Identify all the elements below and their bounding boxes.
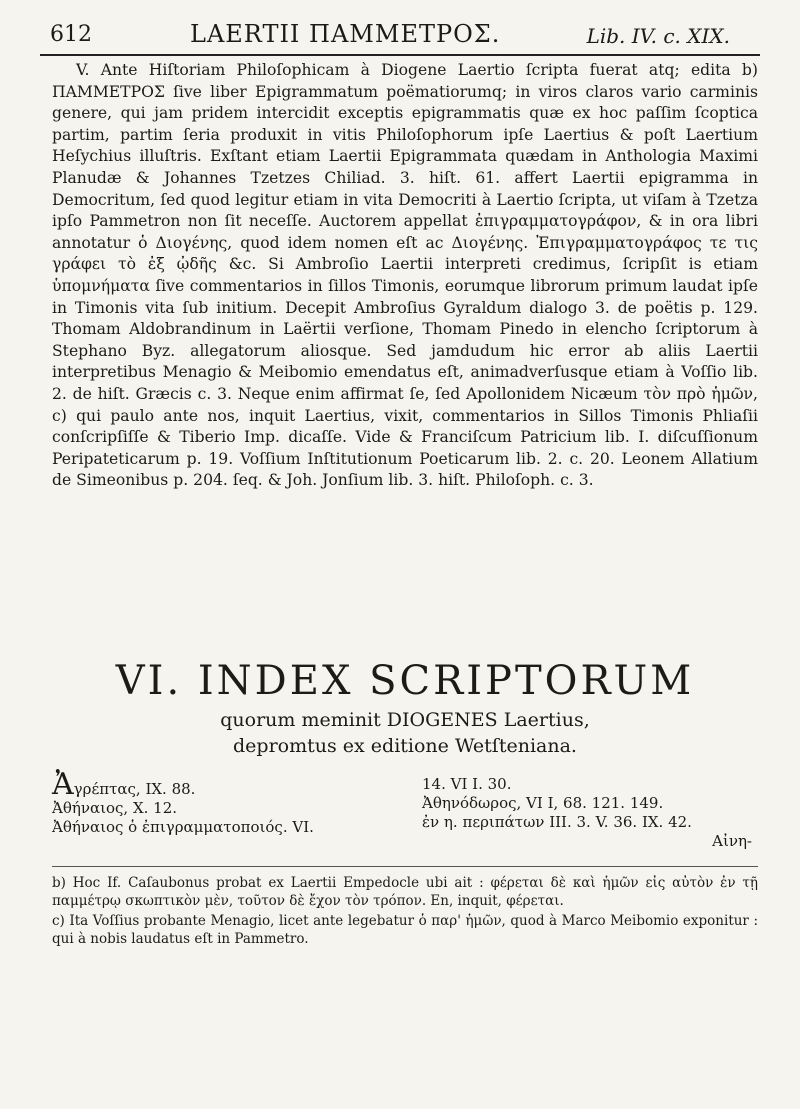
index-entry: Ἀγρέπτας, IX. 88. — [52, 767, 196, 802]
running-header — [40, 18, 760, 52]
footnote: b) Hoc If. Caſaubonus probat ex Laertii Empedocle ubi ait : φέρεται δὲ καὶ ἡμῶν εἰς αὐτὸν ἐν τῇ παμμέτρῳ σκωπτικὸν μὲν, τοῦτον δὲ ἔχον τὸν τρόπον. En, inquit, φέρεται. — [52, 875, 758, 909]
index-column-right — [422, 775, 752, 851]
index-heading — [52, 655, 758, 759]
header-rule — [40, 54, 760, 56]
index-entry: Αἰνη- — [712, 832, 752, 850]
running-subtitle: Lib. IV. c. XIX. — [586, 24, 730, 48]
main-text — [52, 60, 758, 492]
index-entry: 14. VI I. 30. — [422, 775, 512, 793]
index-entry: ἐν η. περιπάτων III. 3. V. 36. IX. 42. — [422, 813, 692, 831]
index-entry: Ἀθήναιος, X. 12. — [52, 799, 178, 817]
index-entry: Ἀθηνόδωρος, VI I, 68. 121. 149. — [422, 794, 664, 812]
index-subtitle: depromtus ex editione Wetſteniana. — [233, 735, 577, 757]
footnote-rule — [52, 866, 758, 867]
index-title: VI. INDEX SCRIPTORUM — [115, 658, 695, 704]
paragraph: V. Ante Hiſtoriam Philoſophicam à Diogene Laertio ſcripta fuerat atq; edita b) ΠΑΜΜΕΤΡΟΣ ſive liber Epigrammatum poëmatiorumq; in viros claros vario carminis genere, qui jam pridem intercidit exceptis epigrammatis quæ ex hoc paſſim ſcoptica partim, partim ſeria produxit in vitis Philoſophorum ipſe Laertius & poſt Laertium Heſychius illuſtris. Exſtant etiam Laertii Epigrammata quædam in Anthologia Maximi Planudæ & Johannes Tzetzes Chiliad. 3. hiſt. 61. affert Laertii epigramma in Democritum, ſed quod legitur etiam in vita Democriti à Laertio ſcripta, ut viſam à Tzetza ipſo Pammetron non ſit neceſſe. Auctorem appellat ἐπιγραμματογράφον, & in ora libri annotatur ὁ Διογένης, quod idem nomen eſt ac Διογένης. Ἐπιγραμματογράφος τε τις γράφει τὸ ἐξ ᾠδῆς &c. Si Ambroſio Laertii interpreti credimus, ſcripſit is etiam ὑπομνήματα ſive commentarios in ſillos Timonis, eorumque librorum primum laudat ipſe in Timonis vita ſub initium. Decepit Ambroſius Gyraldum dialogo 3. de poëtis p. 129. Thomam Aldobrandinum in Laërtii verſione, Thomam Pinedo in elencho ſcriptorum à Stephano Byz. allegatorum aliosque. Sed jamdudum hic error ab aliis Laertii interpretibus Menagio & Meibomio emendatus eſt, animadverſusque etiam à Voſſio lib. 2. de hiſt. Græcis c. 3. Neque enim affirmat ſe, ſed Apollonidem Nicæum τὸν πρὸ ἡμῶν, c) qui paulo ante nos, inquit Laertius, vixit, commentarios in Sillos Timonis Phliaſii conſcripſiſſe & Tiberio Imp. dicaſſe. Vide & Franciſcum Patricium lib. I. diſcuſſionum Peripateticarum p. 19. Voſſium Inſtitutionum Poeticarum lib. 2. c. 20. Leonem Allatium de Simeonibus p. 204. ſeq. & Joh. Jonſium lib. 3. hiſt. Philoſoph. c. 3. — [52, 61, 758, 490]
footnote: c) Ita Voſſius probante Menagio, licet ante legebatur ὁ παρ' ἡμῶν, quod à Marco Meibomio exponitur : qui à nobis laudatus eſt in Pammetro. — [52, 913, 758, 947]
running-title: LAERTII ΠΑΜΜΕΤΡΟΣ. — [190, 20, 501, 48]
index-subtitle: quorum meminit DIOGENES Laertius, — [220, 709, 590, 731]
footnotes — [52, 874, 758, 950]
index-column-left — [52, 767, 382, 837]
page-number: 612 — [50, 22, 92, 47]
index-entry: Ἀθήναιος ὁ ἐπιγραμματοποιός. VI. — [52, 818, 314, 836]
